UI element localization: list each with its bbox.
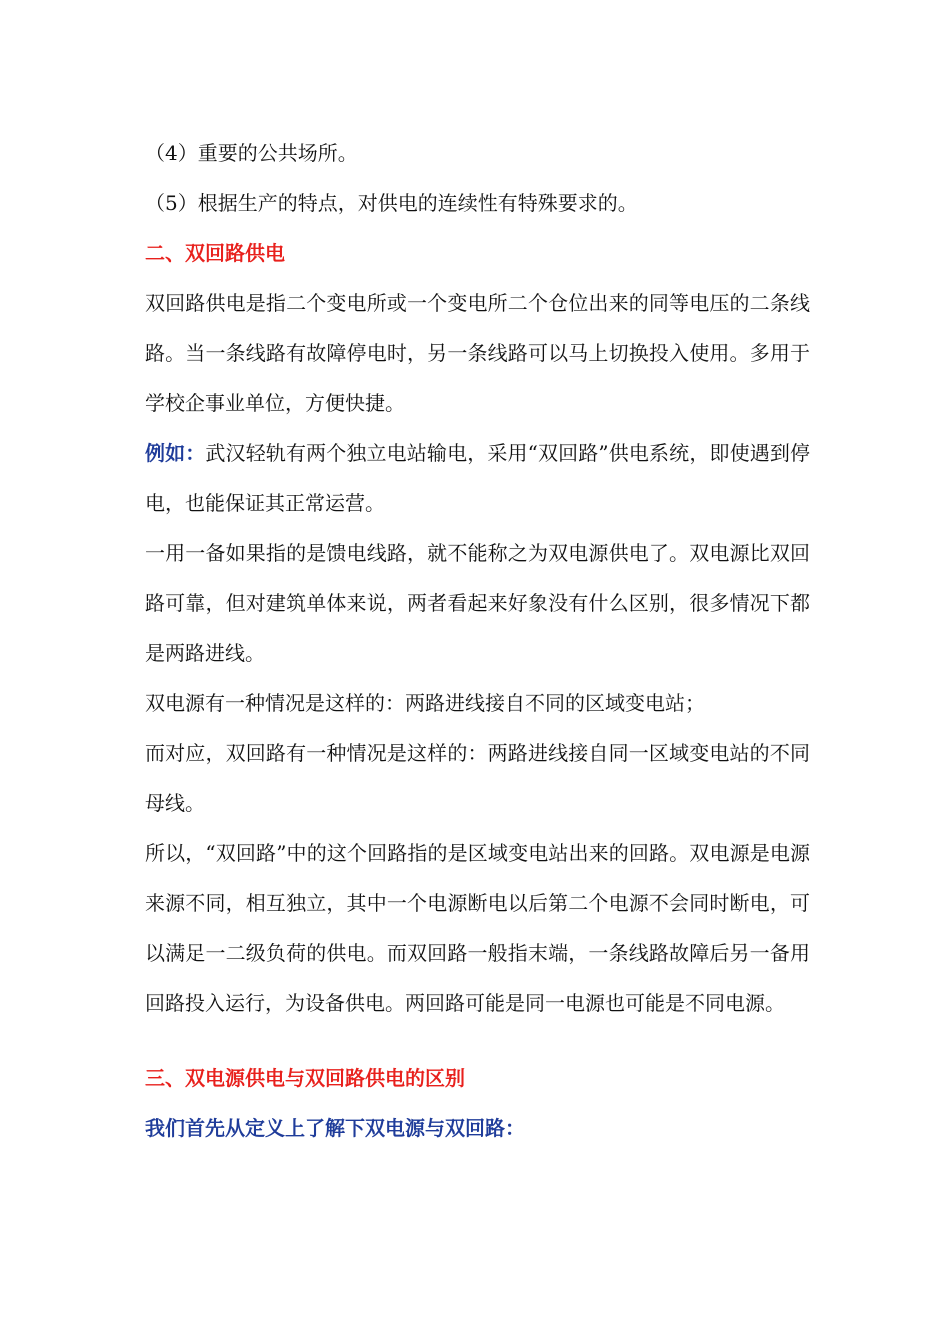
dual-source-case-paragraph: 双电源有一种情况是这样的：两路进线接自不同的区域变电站； — [145, 691, 705, 715]
document-body — [145, 128, 810, 1153]
example-label: 例如： — [145, 441, 206, 465]
definition-paragraph: 双回路供电是指二个变电所或一个变电所二个仓位出来的同等电压的二条线路。当一条线路有故障停电时，另一条线路可以马上切换投入使用。多用于学校企事业单位，方便快捷。 — [145, 291, 810, 415]
example-text: 武汉轻轨有两个独立电站输电，采用“双回路”供电系统，即使遇到停电，也能保证其正常运营。 — [145, 441, 811, 515]
section-subheading-definition: 我们首先从定义上了解下双电源与双回路： — [145, 1116, 525, 1140]
comparison-paragraph: 一用一备如果指的是馈电线路，就不能称之为双电源供电了。双电源比双回路可靠，但对建筑单体来说，两者看起来好象没有什么区别，很多情况下都是两路进线。 — [145, 541, 810, 665]
list-item-5: （5）根据生产的特点，对供电的连续性有特殊要求的。 — [145, 191, 638, 215]
section-heading-double-circuit: 二、双回路供电 — [145, 241, 285, 265]
section-heading-difference: 三、双电源供电与双回路供电的区别 — [145, 1066, 465, 1090]
double-circuit-case-paragraph: 而对应，双回路有一种情况是这样的：两路进线接自同一区域变电站的不同母线。 — [145, 741, 810, 815]
section-spacer — [145, 1028, 810, 1053]
conclusion-paragraph: 所以，“双回路”中的这个回路指的是区域变电站出来的回路。双电源是电源来源不同，相互独立，其中一个电源断电以后第二个电源不会同时断电，可以满足一二级负荷的供电。而双回路一般指末端，一条线路故障后另一备用回路投入运行，为设备供电。两回路可能是同一电源也可能是不同电源。 — [145, 841, 810, 1015]
list-item-4: （4）重要的公共场所。 — [145, 141, 358, 165]
example-paragraph — [145, 428, 810, 528]
